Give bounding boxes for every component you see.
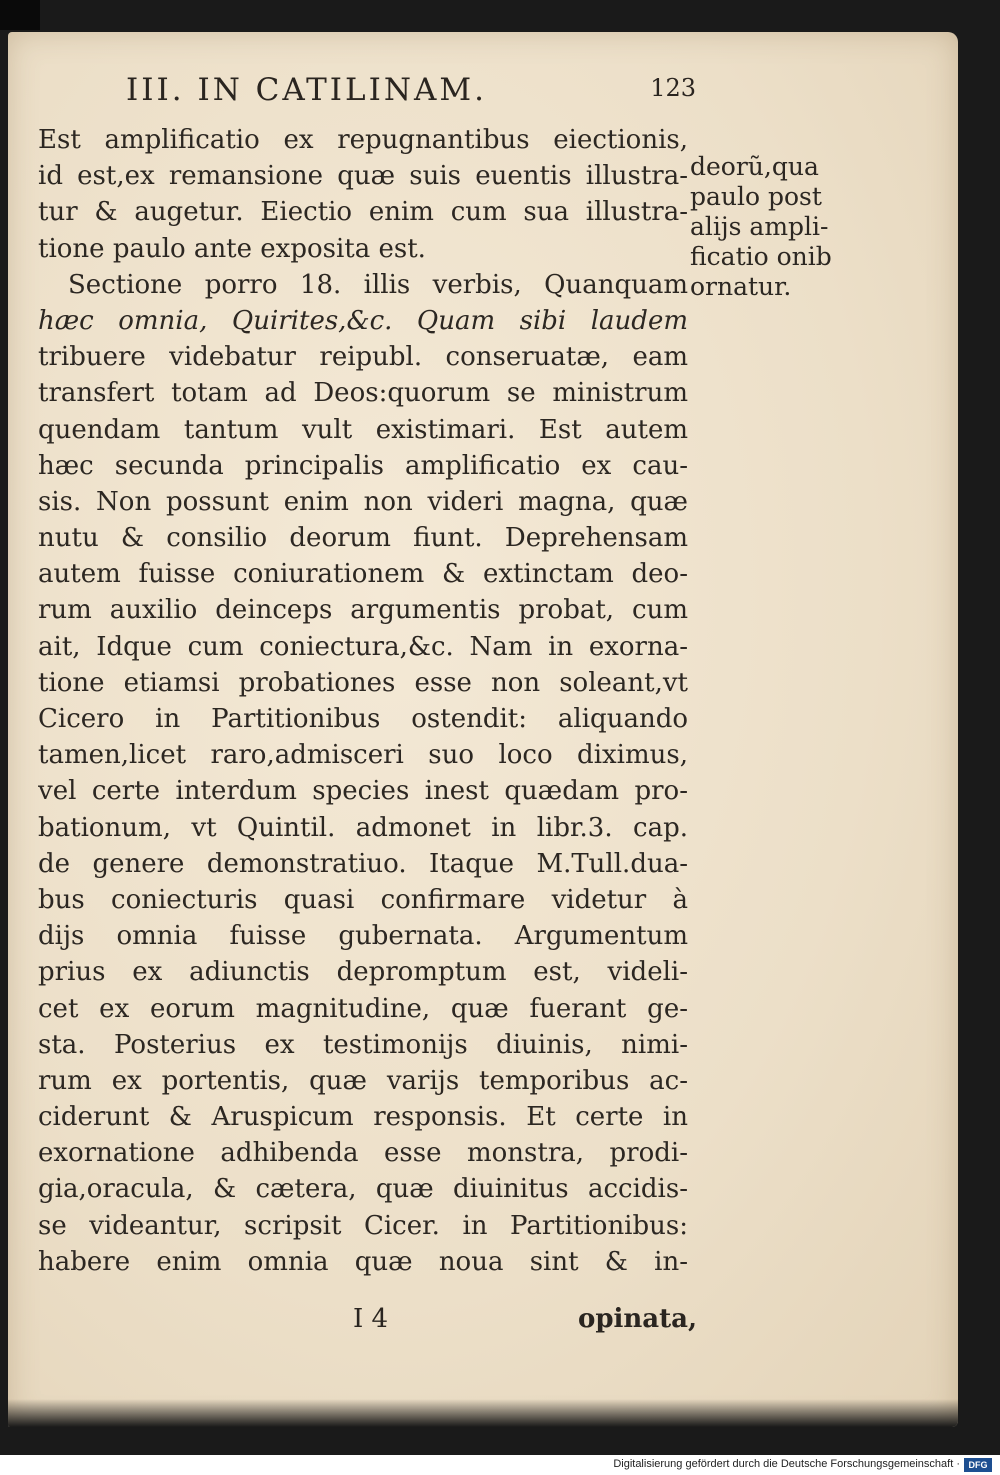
text-line: cet ex eorum magnitudine, quæ fuerant ge- xyxy=(38,993,688,1024)
text-line: tamen,licet raro,admisceri suo loco diximus, xyxy=(38,740,688,771)
text-line: sis. Non possunt enim non videri magna, quæ xyxy=(38,486,688,517)
text-line: bationum, vt Quintil. admonet in libr.3. cap. xyxy=(38,812,688,843)
text-line: nutu & consilio deorum fiunt. Deprehensam xyxy=(38,523,688,554)
text-line: autem fuisse coniurationem & extinctam deo- xyxy=(38,559,688,590)
text-line: tur & augetur. Eiectio enim cum sua illustra- xyxy=(38,197,688,228)
text-line: gia,oracula, & cætera, quæ diuinitus accidis- xyxy=(38,1174,688,1205)
text-line: Cicero in Partitionibus ostendit: aliquando xyxy=(38,704,688,734)
marginal-line: ornatur. xyxy=(690,272,792,301)
text-line: habere enim omnia quæ noua sint & in- xyxy=(38,1246,688,1277)
text-line: Est amplificatio ex repugnantibus eiectionis, xyxy=(38,125,688,155)
text-line: hæc omnia, Quirites,&c. Quam sibi laudem xyxy=(38,305,688,336)
marginal-line: deorũ,qua xyxy=(690,152,819,181)
credit-bar xyxy=(0,1455,1000,1475)
dfg-logo: DFG xyxy=(964,1458,992,1472)
text-line: transfert totam ad Deos:quorum se ministrum xyxy=(38,378,688,409)
running-head xyxy=(126,72,696,112)
catchword: opinata, xyxy=(578,1304,698,1334)
marginal-line: ficatio onib xyxy=(690,242,832,271)
text-line: vel certe interdum species inest quædam pro- xyxy=(38,776,688,807)
text-line: id est,ex remansione quæ suis euentis illustra- xyxy=(38,161,688,192)
text-line: ciderunt & Aruspicum responsis. Et certe in xyxy=(38,1102,688,1133)
text-line: hæc secunda principalis amplificatio ex cau- xyxy=(38,450,688,481)
marginal-line: paulo post xyxy=(690,182,822,211)
body-text xyxy=(38,122,688,1280)
text-line: tribuere videbatur reipubl. conseruatæ, eam xyxy=(38,342,688,373)
page-edge-shadow xyxy=(8,1399,958,1427)
text-line: dijs omnia fuisse gubernata. Argumentum xyxy=(38,921,688,952)
marginal-line: alijs ampli- xyxy=(690,212,829,241)
text-line: bus coniecturis quasi confirmare videtur à xyxy=(38,884,688,915)
text-line: quendam tantum vult existimari. Est autem xyxy=(38,414,688,445)
text-line: rum ex portentis, quæ varijs temporibus ac- xyxy=(38,1065,688,1096)
text-line: se videantur, scripsit Cicer. in Partitionibus: xyxy=(38,1210,688,1241)
text-line: exornatione adhibenda esse monstra, prodi- xyxy=(38,1138,688,1169)
text-line: prius ex adiunctis depromptum est, videli- xyxy=(38,957,688,988)
running-head-title: III. IN CATILINAM. xyxy=(126,72,487,108)
text-line: rum auxilio deinceps argumentis probat, cum xyxy=(38,595,688,626)
text-line: tione paulo ante exposita est. xyxy=(38,233,426,264)
text-line: sta. Posterius ex testimonijs diuinis, nimi- xyxy=(38,1029,688,1060)
signature-mark: I 4 xyxy=(353,1304,389,1334)
text-line: Sectione porro 18. illis verbis, Quanquam xyxy=(68,269,688,300)
credit-text: Digitalisierung gefördert durch die Deutsche Forschungsgemeinschaft · xyxy=(613,1458,960,1470)
page-number: 123 xyxy=(650,74,696,102)
text-line: tione etiamsi probationes esse non soleant,vt xyxy=(38,667,688,698)
marginal-note xyxy=(690,152,880,302)
text-line: de genere demonstratiuo. Itaque M.Tull.dua- xyxy=(38,848,688,879)
book-page xyxy=(8,32,958,1427)
scan-corner xyxy=(0,0,40,30)
text-line: ait, Idque cum coniectura,&c. Nam in exorna- xyxy=(38,631,688,662)
